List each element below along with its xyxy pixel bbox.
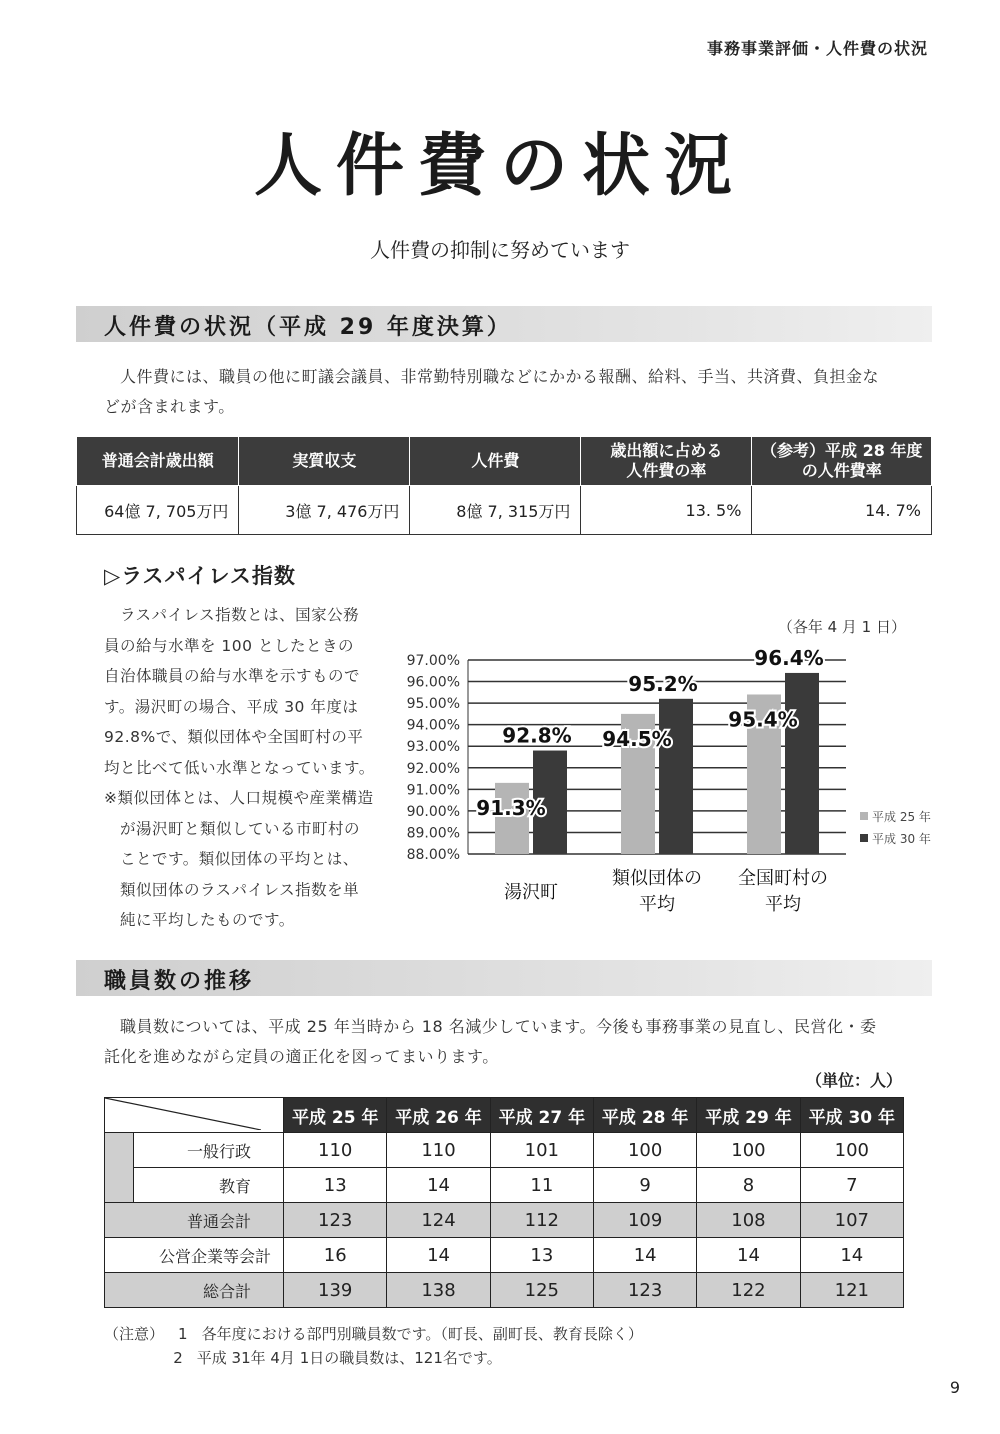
year-header: 平成 26 年	[387, 1098, 490, 1133]
note-text: 各年度における部門別職員数です。（町長、副町長、教育長除く）	[201, 1325, 643, 1343]
section-heading-text: 職員数の推移	[104, 969, 255, 994]
laspeyres-description	[104, 600, 394, 936]
table-cell: 107	[800, 1203, 903, 1238]
table-cell: 64億 7, 705万円	[77, 486, 239, 535]
diagonal-line	[105, 1098, 261, 1130]
year-header: 平成 29 年	[697, 1098, 800, 1133]
staff-count-table	[104, 1097, 904, 1308]
table-cell: 101	[490, 1133, 593, 1168]
bar	[659, 699, 693, 854]
section1-text-line: どが含まれます。	[104, 397, 235, 416]
note-number: 1	[178, 1325, 188, 1343]
page-title: 人件費の状況	[253, 127, 746, 206]
table-cell: 121	[800, 1273, 903, 1308]
chart-note: （各年 4 月 1 日）	[777, 618, 906, 636]
category-label: 類似団体の	[612, 868, 702, 889]
laspeyres-line: 自治体職員の給与水準を示すもので	[104, 667, 361, 685]
data-label: 94.5%	[602, 726, 672, 751]
laspeyres-line: が湯沢町と類似している市町村の	[120, 819, 361, 838]
table-cell: 139	[284, 1273, 387, 1308]
y-tick-label: 92.00%	[406, 760, 460, 777]
table-corner-cell	[105, 1098, 284, 1133]
section-heading-personnel-costs	[76, 306, 932, 342]
laspeyres-line: 均と比べて低い水準となっています。	[104, 758, 375, 777]
table-cell: 11	[490, 1168, 593, 1203]
table-cell: 108	[697, 1203, 800, 1238]
header-tag: 事務事業評価・人件費の状況	[706, 39, 928, 58]
table-cell: 100	[800, 1133, 903, 1168]
table-cell: 110	[387, 1133, 490, 1168]
category-label: 湯沢町	[504, 882, 558, 903]
table-header: 人件費	[410, 437, 581, 486]
table-cell: 112	[490, 1203, 593, 1238]
notes	[104, 1322, 643, 1370]
bar	[785, 673, 819, 854]
section-heading-staff-count	[76, 960, 932, 996]
year-header: 平成 25 年	[284, 1098, 387, 1133]
data-label: 91.3%	[476, 795, 546, 820]
table-header	[581, 437, 752, 486]
table-cell: 14	[387, 1238, 490, 1273]
table-header: 普通会計歳出額	[77, 437, 239, 486]
data-label: 95.2%	[628, 671, 698, 696]
table-cell: 122	[697, 1273, 800, 1308]
table-cell: 16	[284, 1238, 387, 1273]
row-label: 公営企業等会計	[105, 1238, 284, 1273]
table-cell: 14	[800, 1238, 903, 1273]
table-cell: 100	[594, 1133, 697, 1168]
table-cell: 13. 5%	[581, 486, 752, 535]
legend-swatch	[860, 812, 868, 820]
section1-text-line: 人件費には、職員の他に町議会議員、非常勤特別職などにかかる報酬、給料、手当、共済費、負担金な	[120, 367, 880, 386]
table-header-line: 歳出額に占める	[610, 441, 723, 460]
legend-label: 平成 30 年	[872, 832, 931, 846]
table-header: 実質収支	[239, 437, 410, 486]
year-header: 平成 28 年	[594, 1098, 697, 1133]
page-number: 9	[949, 1378, 960, 1397]
data-label: 95.4%	[728, 707, 798, 732]
year-header: 平成 27 年	[490, 1098, 593, 1133]
row-label: 教育	[134, 1168, 284, 1203]
table-cell: 125	[490, 1273, 593, 1308]
category-label: 平均	[639, 894, 675, 915]
year-header: 平成 30 年	[800, 1098, 903, 1133]
row-label: 普通会計	[105, 1203, 284, 1238]
laspeyres-line: ※類似団体とは、人口規模や産業構造	[104, 789, 374, 807]
y-tick-label: 95.00%	[406, 696, 460, 713]
table-cell: 14	[387, 1168, 490, 1203]
laspeyres-line: 類似団体のラスパイレス指数を単	[120, 880, 360, 899]
section2-description	[104, 1012, 924, 1072]
y-tick-label: 97.00%	[406, 653, 460, 669]
table-cell: 109	[594, 1203, 697, 1238]
table-cell: 8億 7, 315万円	[410, 486, 581, 535]
table-cell: 14	[594, 1238, 697, 1273]
section-heading-text: 人件費の状況（平成 29 年度決算）	[104, 315, 512, 340]
table-cell: 124	[387, 1203, 490, 1238]
table-cell: 123	[284, 1203, 387, 1238]
laspeyres-line: 純に平均したものです。	[120, 911, 295, 929]
category-label: 全国町村の	[738, 868, 828, 889]
table-cell: 9	[594, 1168, 697, 1203]
laspeyres-heading: ▷ラスパイレス指数	[104, 564, 296, 588]
note-prefix: （注意）	[104, 1325, 165, 1343]
y-tick-label: 96.00%	[406, 674, 460, 691]
table-header	[752, 437, 932, 486]
y-tick-label: 88.00%	[406, 847, 460, 863]
page-subtitle: 人件費の抑制に努めています	[370, 238, 630, 262]
table-cell: 8	[697, 1168, 800, 1203]
table-cell: 123	[594, 1273, 697, 1308]
table-header-line: 人件費の率	[626, 461, 707, 480]
personnel-cost-table	[76, 436, 932, 535]
section2-text-line: 託化を進めながら定員の適正化を図ってまいります。	[104, 1047, 499, 1066]
laspeyres-chart	[396, 606, 942, 926]
note-number: 2	[173, 1349, 183, 1367]
table-cell: 14. 7%	[752, 486, 932, 535]
table-header-line: （参考）平成 28 年度	[761, 441, 923, 460]
note-text: 平成 31年 4月 1日の職員数は、121名です。	[196, 1349, 502, 1367]
table-cell: 138	[387, 1273, 490, 1308]
laspeyres-line: 92.8%で、類似団体や全国町村の平	[104, 728, 364, 746]
y-tick-label: 91.00%	[406, 782, 460, 799]
table-cell: 100	[697, 1133, 800, 1168]
laspeyres-line: 員の給与水準を 100 としたときの	[104, 636, 354, 655]
category-label: 平均	[765, 894, 801, 915]
table-cell: 7	[800, 1168, 903, 1203]
laspeyres-line: ラスパイレス指数とは、国家公務	[120, 606, 360, 624]
y-tick-label: 90.00%	[406, 803, 460, 820]
data-label: 96.4%	[754, 645, 824, 670]
table-cell: 14	[697, 1238, 800, 1273]
legend-label: 平成 25 年	[872, 810, 931, 824]
row-label: 一般行政	[134, 1133, 284, 1168]
table-cell: 3億 7, 476万円	[239, 486, 410, 535]
table-cell: 13	[284, 1168, 387, 1203]
table-cell: 110	[284, 1133, 387, 1168]
y-tick-label: 94.00%	[406, 717, 460, 734]
y-tick-label: 93.00%	[406, 739, 460, 756]
note-line	[104, 1322, 643, 1346]
data-label: 92.8%	[502, 723, 572, 748]
unit-label: （単位：人）	[805, 1071, 902, 1090]
row-label: 総合計	[105, 1273, 284, 1308]
legend-swatch	[860, 834, 868, 842]
section1-description	[104, 362, 924, 422]
table-cell: 13	[490, 1238, 593, 1273]
laspeyres-line: す。湯沢町の場合、平成 30 年度は	[104, 697, 359, 716]
laspeyres-line: ことです。類似団体の平均とは、	[120, 850, 359, 868]
note-line	[104, 1346, 643, 1370]
section2-text-line: 職員数については、平成 25 年当時から 18 名減少しています。今後も事務事業の見直し、民営化・委	[120, 1017, 877, 1036]
table-header-line: の人件費率	[801, 461, 882, 480]
y-tick-label: 89.00%	[406, 825, 460, 842]
group-indent-cell	[105, 1133, 134, 1203]
